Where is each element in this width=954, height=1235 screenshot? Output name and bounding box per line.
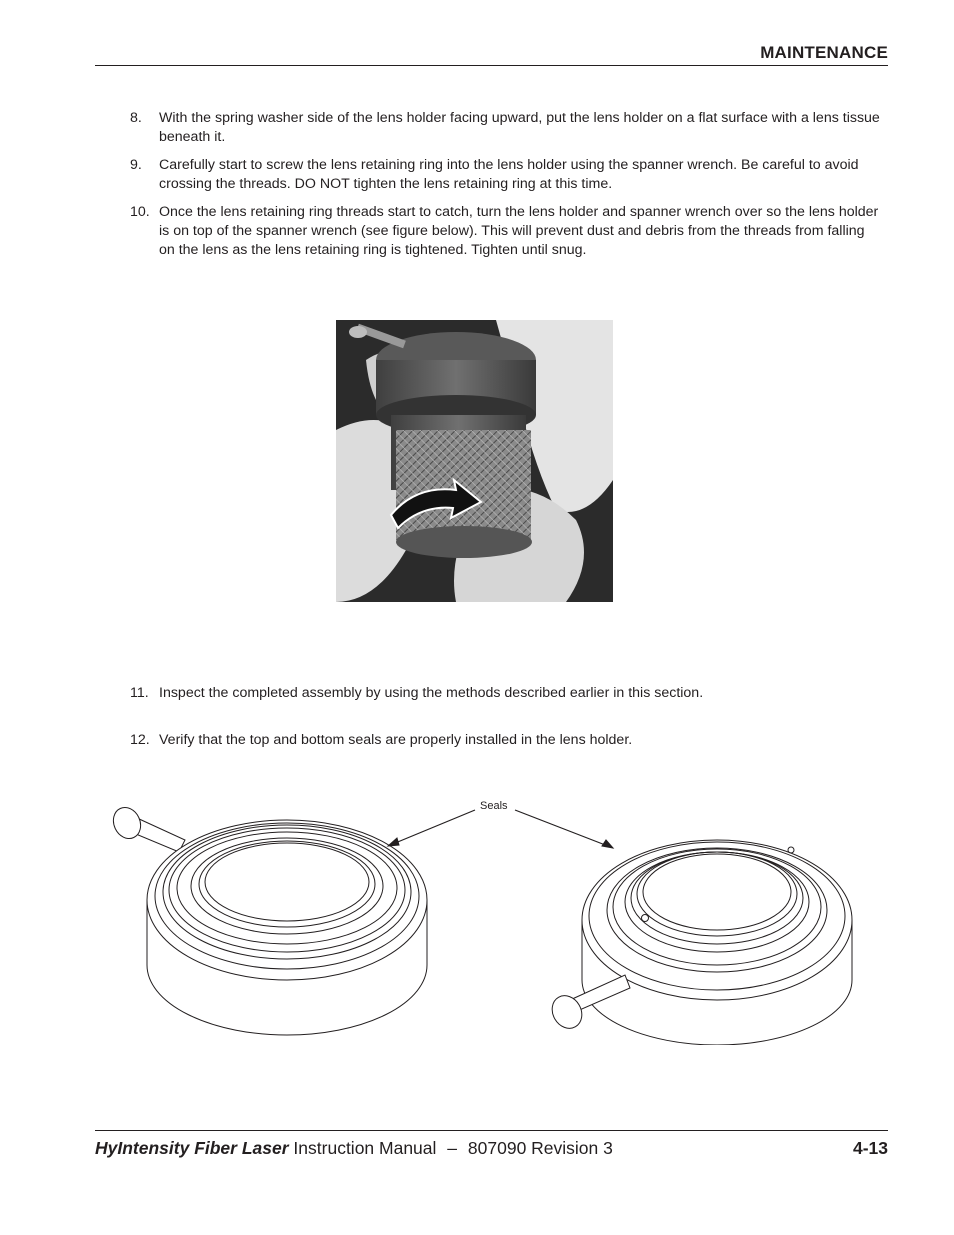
footer-dash: – [447,1138,458,1158]
step-number: 11. [130,685,149,701]
footer-document-title [95,1138,613,1159]
step-text: Carefully start to screw the lens retaining ring into the lens holder using the spanner wrench. Be careful to avoid crossing the threads. DO NOT tighten the lens retaining ring at this time. [159,157,859,192]
step-text: Inspect the completed assembly by using the methods described earlier in this section. [159,685,704,701]
step-text: Verify that the top and bottom seals are properly installed in the lens holder. [159,732,633,748]
lens-holder-left [108,803,427,1035]
lens-holder-right [546,840,852,1045]
footer-rule [95,1130,888,1131]
step-number: 10. [130,204,150,220]
page-number: 4-13 [852,1138,888,1158]
step-number: 12. [130,732,150,748]
footer-product: HyIntensity Fiber Laser [95,1138,289,1158]
lens-holder-photo [336,320,613,602]
seals-diagram [105,790,865,1045]
step-number: 8. [130,110,142,126]
section-title: MAINTENANCE [760,43,888,62]
step-text: Once the lens retaining ring threads start to catch, turn the lens holder and spanner wrench over so the lens holder is on top of the spanner wrench (see figure below). This will prevent dust and debris from the threads from falling on the lens as the lens retaining ring is tightened. Tighten until snug. [159,204,879,258]
header-rule [95,65,888,66]
footer-manual: Instruction Manual [293,1138,437,1158]
step-text: With the spring washer side of the lens holder facing upward, put the lens holder on a flat surface with a lens tissue beneath it. [159,110,880,145]
seals-callout-label: Seals [480,800,508,812]
footer-doc-number: 807090 Revision 3 [467,1138,613,1158]
step-number: 9. [130,157,142,173]
